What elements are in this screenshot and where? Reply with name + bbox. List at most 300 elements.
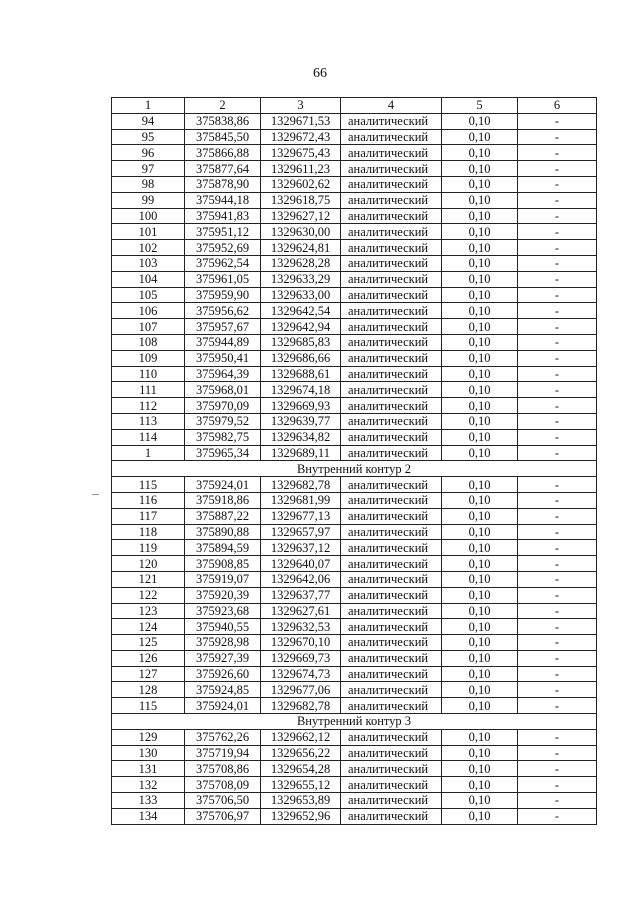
accuracy-cell: 0,10 xyxy=(442,492,518,508)
table-row xyxy=(112,603,597,619)
x-coordinate-cell: 375719,94 xyxy=(185,745,261,761)
y-coordinate-cell: 1329682,78 xyxy=(261,477,341,493)
note-cell: - xyxy=(518,303,597,319)
y-coordinate-cell: 1329627,61 xyxy=(261,603,341,619)
y-coordinate-cell: 1329662,12 xyxy=(261,729,341,745)
note-cell: - xyxy=(518,145,597,161)
x-coordinate-cell: 375961,05 xyxy=(185,271,261,287)
x-coordinate-cell: 375887,22 xyxy=(185,508,261,524)
x-coordinate-cell: 375927,39 xyxy=(185,650,261,666)
point-number-cell: 112 xyxy=(112,398,185,414)
y-coordinate-cell: 1329633,29 xyxy=(261,271,341,287)
note-cell: - xyxy=(518,524,597,540)
x-coordinate-cell: 375924,01 xyxy=(185,698,261,714)
table-row xyxy=(112,287,597,303)
method-cell: аналитический xyxy=(341,350,442,366)
note-cell: - xyxy=(518,666,597,682)
method-cell: аналитический xyxy=(341,635,442,651)
y-coordinate-cell: 1329688,61 xyxy=(261,366,341,382)
x-coordinate-cell: 375968,01 xyxy=(185,382,261,398)
y-coordinate-cell: 1329654,28 xyxy=(261,761,341,777)
y-coordinate-cell: 1329642,54 xyxy=(261,303,341,319)
y-coordinate-cell: 1329686,66 xyxy=(261,350,341,366)
accuracy-cell: 0,10 xyxy=(442,429,518,445)
accuracy-cell: 0,10 xyxy=(442,666,518,682)
accuracy-cell: 0,10 xyxy=(442,556,518,572)
y-coordinate-cell: 1329637,12 xyxy=(261,540,341,556)
note-cell: - xyxy=(518,398,597,414)
note-cell: - xyxy=(518,808,597,824)
note-cell: - xyxy=(518,129,597,145)
note-cell: - xyxy=(518,271,597,287)
note-cell: - xyxy=(518,603,597,619)
note-cell: - xyxy=(518,682,597,698)
method-cell: аналитический xyxy=(341,255,442,271)
point-number-cell: 116 xyxy=(112,492,185,508)
y-coordinate-cell: 1329671,53 xyxy=(261,113,341,129)
table-row xyxy=(112,145,597,161)
table-row xyxy=(112,793,597,809)
method-cell: аналитический xyxy=(341,445,442,461)
point-number-cell: 105 xyxy=(112,287,185,303)
x-coordinate-cell: 375952,69 xyxy=(185,240,261,256)
table-row xyxy=(112,745,597,761)
x-coordinate-cell: 375708,86 xyxy=(185,761,261,777)
accuracy-cell: 0,10 xyxy=(442,745,518,761)
section-title-row xyxy=(112,714,597,730)
table-row xyxy=(112,413,597,429)
note-cell: - xyxy=(518,508,597,524)
y-coordinate-cell: 1329628,28 xyxy=(261,255,341,271)
note-cell: - xyxy=(518,366,597,382)
x-coordinate-cell: 375866,88 xyxy=(185,145,261,161)
method-cell: аналитический xyxy=(341,161,442,177)
point-number-cell: 114 xyxy=(112,429,185,445)
accuracy-cell: 0,10 xyxy=(442,808,518,824)
table-row xyxy=(112,524,597,540)
point-number-cell: 96 xyxy=(112,145,185,161)
note-cell: - xyxy=(518,492,597,508)
accuracy-cell: 0,10 xyxy=(442,540,518,556)
y-coordinate-cell: 1329655,12 xyxy=(261,777,341,793)
method-cell: аналитический xyxy=(341,113,442,129)
y-coordinate-cell: 1329611,23 xyxy=(261,161,341,177)
y-coordinate-cell: 1329672,43 xyxy=(261,129,341,145)
point-number-cell: 127 xyxy=(112,666,185,682)
accuracy-cell: 0,10 xyxy=(442,350,518,366)
method-cell: аналитический xyxy=(341,492,442,508)
margin-mark xyxy=(92,494,99,495)
y-coordinate-cell: 1329669,73 xyxy=(261,650,341,666)
accuracy-cell: 0,10 xyxy=(442,587,518,603)
table-row xyxy=(112,508,597,524)
note-cell: - xyxy=(518,240,597,256)
x-coordinate-cell: 375706,50 xyxy=(185,793,261,809)
point-number-cell: 123 xyxy=(112,603,185,619)
table-row xyxy=(112,556,597,572)
y-coordinate-cell: 1329618,75 xyxy=(261,192,341,208)
x-coordinate-cell: 375970,09 xyxy=(185,398,261,414)
accuracy-cell: 0,10 xyxy=(442,650,518,666)
x-coordinate-cell: 375923,68 xyxy=(185,603,261,619)
accuracy-cell: 0,10 xyxy=(442,793,518,809)
y-coordinate-cell: 1329653,89 xyxy=(261,793,341,809)
table-row xyxy=(112,698,597,714)
accuracy-cell: 0,10 xyxy=(442,287,518,303)
x-coordinate-cell: 375956,62 xyxy=(185,303,261,319)
accuracy-cell: 0,10 xyxy=(442,761,518,777)
table-row xyxy=(112,761,597,777)
y-coordinate-cell: 1329681,99 xyxy=(261,492,341,508)
y-coordinate-cell: 1329602,62 xyxy=(261,176,341,192)
coordinates-table xyxy=(111,97,597,825)
method-cell: аналитический xyxy=(341,698,442,714)
method-cell: аналитический xyxy=(341,729,442,745)
column-header: 4 xyxy=(341,98,442,114)
y-coordinate-cell: 1329669,93 xyxy=(261,398,341,414)
x-coordinate-cell: 375965,34 xyxy=(185,445,261,461)
table-row xyxy=(112,398,597,414)
method-cell: аналитический xyxy=(341,603,442,619)
point-number-cell: 107 xyxy=(112,319,185,335)
x-coordinate-cell: 375979,52 xyxy=(185,413,261,429)
accuracy-cell: 0,10 xyxy=(442,413,518,429)
note-cell: - xyxy=(518,571,597,587)
method-cell: аналитический xyxy=(341,666,442,682)
column-header: 6 xyxy=(518,98,597,114)
table-row xyxy=(112,729,597,745)
point-number-cell: 117 xyxy=(112,508,185,524)
accuracy-cell: 0,10 xyxy=(442,240,518,256)
point-number-cell: 125 xyxy=(112,635,185,651)
table-row xyxy=(112,161,597,177)
accuracy-cell: 0,10 xyxy=(442,303,518,319)
note-cell: - xyxy=(518,176,597,192)
y-coordinate-cell: 1329630,00 xyxy=(261,224,341,240)
section-title-row xyxy=(112,461,597,477)
accuracy-cell: 0,10 xyxy=(442,619,518,635)
point-number-cell: 118 xyxy=(112,524,185,540)
method-cell: аналитический xyxy=(341,650,442,666)
method-cell: аналитический xyxy=(341,129,442,145)
table-row xyxy=(112,429,597,445)
x-coordinate-cell: 375944,18 xyxy=(185,192,261,208)
method-cell: аналитический xyxy=(341,366,442,382)
table-row xyxy=(112,445,597,461)
note-cell: - xyxy=(518,413,597,429)
method-cell: аналитический xyxy=(341,619,442,635)
method-cell: аналитический xyxy=(341,303,442,319)
method-cell: аналитический xyxy=(341,224,442,240)
method-cell: аналитический xyxy=(341,793,442,809)
point-number-cell: 115 xyxy=(112,477,185,493)
accuracy-cell: 0,10 xyxy=(442,145,518,161)
accuracy-cell: 0,10 xyxy=(442,255,518,271)
method-cell: аналитический xyxy=(341,587,442,603)
table-row xyxy=(112,635,597,651)
note-cell: - xyxy=(518,619,597,635)
note-cell: - xyxy=(518,429,597,445)
table-row xyxy=(112,571,597,587)
note-cell: - xyxy=(518,650,597,666)
x-coordinate-cell: 375919,07 xyxy=(185,571,261,587)
method-cell: аналитический xyxy=(341,508,442,524)
method-cell: аналитический xyxy=(341,176,442,192)
accuracy-cell: 0,10 xyxy=(442,366,518,382)
y-coordinate-cell: 1329677,13 xyxy=(261,508,341,524)
table-row xyxy=(112,255,597,271)
accuracy-cell: 0,10 xyxy=(442,161,518,177)
method-cell: аналитический xyxy=(341,287,442,303)
method-cell: аналитический xyxy=(341,761,442,777)
table-row xyxy=(112,192,597,208)
column-header: 1 xyxy=(112,98,185,114)
column-header: 5 xyxy=(442,98,518,114)
x-coordinate-cell: 375962,54 xyxy=(185,255,261,271)
x-coordinate-cell: 375982,75 xyxy=(185,429,261,445)
method-cell: аналитический xyxy=(341,145,442,161)
table-row xyxy=(112,334,597,350)
y-coordinate-cell: 1329639,77 xyxy=(261,413,341,429)
accuracy-cell: 0,10 xyxy=(442,224,518,240)
method-cell: аналитический xyxy=(341,556,442,572)
point-number-cell: 108 xyxy=(112,334,185,350)
accuracy-cell: 0,10 xyxy=(442,603,518,619)
accuracy-cell: 0,10 xyxy=(442,208,518,224)
note-cell: - xyxy=(518,477,597,493)
point-number-cell: 120 xyxy=(112,556,185,572)
note-cell: - xyxy=(518,192,597,208)
accuracy-cell: 0,10 xyxy=(442,445,518,461)
method-cell: аналитический xyxy=(341,540,442,556)
point-number-cell: 1 xyxy=(112,445,185,461)
column-header: 2 xyxy=(185,98,261,114)
point-number-cell: 101 xyxy=(112,224,185,240)
point-number-cell: 128 xyxy=(112,682,185,698)
y-coordinate-cell: 1329642,06 xyxy=(261,571,341,587)
accuracy-cell: 0,10 xyxy=(442,698,518,714)
point-number-cell: 134 xyxy=(112,808,185,824)
x-coordinate-cell: 375920,39 xyxy=(185,587,261,603)
method-cell: аналитический xyxy=(341,413,442,429)
accuracy-cell: 0,10 xyxy=(442,129,518,145)
table-row xyxy=(112,619,597,635)
y-coordinate-cell: 1329640,07 xyxy=(261,556,341,572)
method-cell: аналитический xyxy=(341,398,442,414)
x-coordinate-cell: 375894,59 xyxy=(185,540,261,556)
x-coordinate-cell: 375877,64 xyxy=(185,161,261,177)
note-cell: - xyxy=(518,540,597,556)
section-title: Внутренний контур 3 xyxy=(112,714,597,730)
method-cell: аналитический xyxy=(341,192,442,208)
note-cell: - xyxy=(518,793,597,809)
table-row xyxy=(112,492,597,508)
method-cell: аналитический xyxy=(341,334,442,350)
note-cell: - xyxy=(518,698,597,714)
table-row xyxy=(112,224,597,240)
accuracy-cell: 0,10 xyxy=(442,635,518,651)
accuracy-cell: 0,10 xyxy=(442,729,518,745)
y-coordinate-cell: 1329689,11 xyxy=(261,445,341,461)
point-number-cell: 122 xyxy=(112,587,185,603)
table-row xyxy=(112,303,597,319)
accuracy-cell: 0,10 xyxy=(442,682,518,698)
x-coordinate-cell: 375838,86 xyxy=(185,113,261,129)
y-coordinate-cell: 1329627,12 xyxy=(261,208,341,224)
note-cell: - xyxy=(518,224,597,240)
y-coordinate-cell: 1329624,81 xyxy=(261,240,341,256)
note-cell: - xyxy=(518,777,597,793)
y-coordinate-cell: 1329670,10 xyxy=(261,635,341,651)
page-number: 66 xyxy=(313,66,327,81)
y-coordinate-cell: 1329685,83 xyxy=(261,334,341,350)
table-row xyxy=(112,350,597,366)
point-number-cell: 130 xyxy=(112,745,185,761)
y-coordinate-cell: 1329677,06 xyxy=(261,682,341,698)
method-cell: аналитический xyxy=(341,271,442,287)
point-number-cell: 131 xyxy=(112,761,185,777)
note-cell: - xyxy=(518,113,597,129)
method-cell: аналитический xyxy=(341,319,442,335)
table-row xyxy=(112,129,597,145)
x-coordinate-cell: 375950,41 xyxy=(185,350,261,366)
method-cell: аналитический xyxy=(341,524,442,540)
table-header-row xyxy=(112,98,597,114)
accuracy-cell: 0,10 xyxy=(442,334,518,350)
point-number-cell: 129 xyxy=(112,729,185,745)
y-coordinate-cell: 1329674,18 xyxy=(261,382,341,398)
table-body xyxy=(112,113,597,824)
accuracy-cell: 0,10 xyxy=(442,192,518,208)
y-coordinate-cell: 1329656,22 xyxy=(261,745,341,761)
note-cell: - xyxy=(518,334,597,350)
note-cell: - xyxy=(518,445,597,461)
x-coordinate-cell: 375924,85 xyxy=(185,682,261,698)
table-row xyxy=(112,650,597,666)
point-number-cell: 119 xyxy=(112,540,185,556)
x-coordinate-cell: 375926,60 xyxy=(185,666,261,682)
accuracy-cell: 0,10 xyxy=(442,524,518,540)
note-cell: - xyxy=(518,635,597,651)
x-coordinate-cell: 375878,90 xyxy=(185,176,261,192)
x-coordinate-cell: 375908,85 xyxy=(185,556,261,572)
point-number-cell: 100 xyxy=(112,208,185,224)
point-number-cell: 109 xyxy=(112,350,185,366)
note-cell: - xyxy=(518,319,597,335)
method-cell: аналитический xyxy=(341,808,442,824)
table-row xyxy=(112,113,597,129)
accuracy-cell: 0,10 xyxy=(442,571,518,587)
table-row xyxy=(112,587,597,603)
method-cell: аналитический xyxy=(341,777,442,793)
point-number-cell: 106 xyxy=(112,303,185,319)
accuracy-cell: 0,10 xyxy=(442,777,518,793)
x-coordinate-cell: 375706,97 xyxy=(185,808,261,824)
table-row xyxy=(112,271,597,287)
table-row xyxy=(112,176,597,192)
method-cell: аналитический xyxy=(341,477,442,493)
point-number-cell: 126 xyxy=(112,650,185,666)
accuracy-cell: 0,10 xyxy=(442,398,518,414)
note-cell: - xyxy=(518,729,597,745)
x-coordinate-cell: 375918,86 xyxy=(185,492,261,508)
x-coordinate-cell: 375890,88 xyxy=(185,524,261,540)
point-number-cell: 99 xyxy=(112,192,185,208)
x-coordinate-cell: 375940,55 xyxy=(185,619,261,635)
note-cell: - xyxy=(518,761,597,777)
method-cell: аналитический xyxy=(341,240,442,256)
method-cell: аналитический xyxy=(341,208,442,224)
point-number-cell: 133 xyxy=(112,793,185,809)
y-coordinate-cell: 1329682,78 xyxy=(261,698,341,714)
accuracy-cell: 0,10 xyxy=(442,508,518,524)
note-cell: - xyxy=(518,745,597,761)
table-row xyxy=(112,382,597,398)
x-coordinate-cell: 375928,98 xyxy=(185,635,261,651)
y-coordinate-cell: 1329657,97 xyxy=(261,524,341,540)
y-coordinate-cell: 1329642,94 xyxy=(261,319,341,335)
x-coordinate-cell: 375957,67 xyxy=(185,319,261,335)
note-cell: - xyxy=(518,350,597,366)
table-row xyxy=(112,540,597,556)
x-coordinate-cell: 375964,39 xyxy=(185,366,261,382)
method-cell: аналитический xyxy=(341,382,442,398)
y-coordinate-cell: 1329675,43 xyxy=(261,145,341,161)
table-row xyxy=(112,366,597,382)
y-coordinate-cell: 1329634,82 xyxy=(261,429,341,445)
note-cell: - xyxy=(518,587,597,603)
point-number-cell: 103 xyxy=(112,255,185,271)
x-coordinate-cell: 375845,50 xyxy=(185,129,261,145)
point-number-cell: 111 xyxy=(112,382,185,398)
point-number-cell: 115 xyxy=(112,698,185,714)
point-number-cell: 94 xyxy=(112,113,185,129)
y-coordinate-cell: 1329633,00 xyxy=(261,287,341,303)
table-row xyxy=(112,808,597,824)
y-coordinate-cell: 1329674,73 xyxy=(261,666,341,682)
point-number-cell: 104 xyxy=(112,271,185,287)
point-number-cell: 98 xyxy=(112,176,185,192)
table-row xyxy=(112,208,597,224)
method-cell: аналитический xyxy=(341,429,442,445)
table-row xyxy=(112,666,597,682)
note-cell: - xyxy=(518,382,597,398)
table-row xyxy=(112,319,597,335)
point-number-cell: 102 xyxy=(112,240,185,256)
note-cell: - xyxy=(518,208,597,224)
table-row xyxy=(112,777,597,793)
note-cell: - xyxy=(518,287,597,303)
table-row xyxy=(112,240,597,256)
point-number-cell: 113 xyxy=(112,413,185,429)
accuracy-cell: 0,10 xyxy=(442,176,518,192)
note-cell: - xyxy=(518,161,597,177)
method-cell: аналитический xyxy=(341,682,442,698)
table-row xyxy=(112,682,597,698)
note-cell: - xyxy=(518,556,597,572)
y-coordinate-cell: 1329637,77 xyxy=(261,587,341,603)
table-row xyxy=(112,477,597,493)
accuracy-cell: 0,10 xyxy=(442,382,518,398)
x-coordinate-cell: 375941,83 xyxy=(185,208,261,224)
accuracy-cell: 0,10 xyxy=(442,477,518,493)
point-number-cell: 121 xyxy=(112,571,185,587)
y-coordinate-cell: 1329632,53 xyxy=(261,619,341,635)
point-number-cell: 95 xyxy=(112,129,185,145)
x-coordinate-cell: 375924,01 xyxy=(185,477,261,493)
point-number-cell: 124 xyxy=(112,619,185,635)
method-cell: аналитический xyxy=(341,745,442,761)
